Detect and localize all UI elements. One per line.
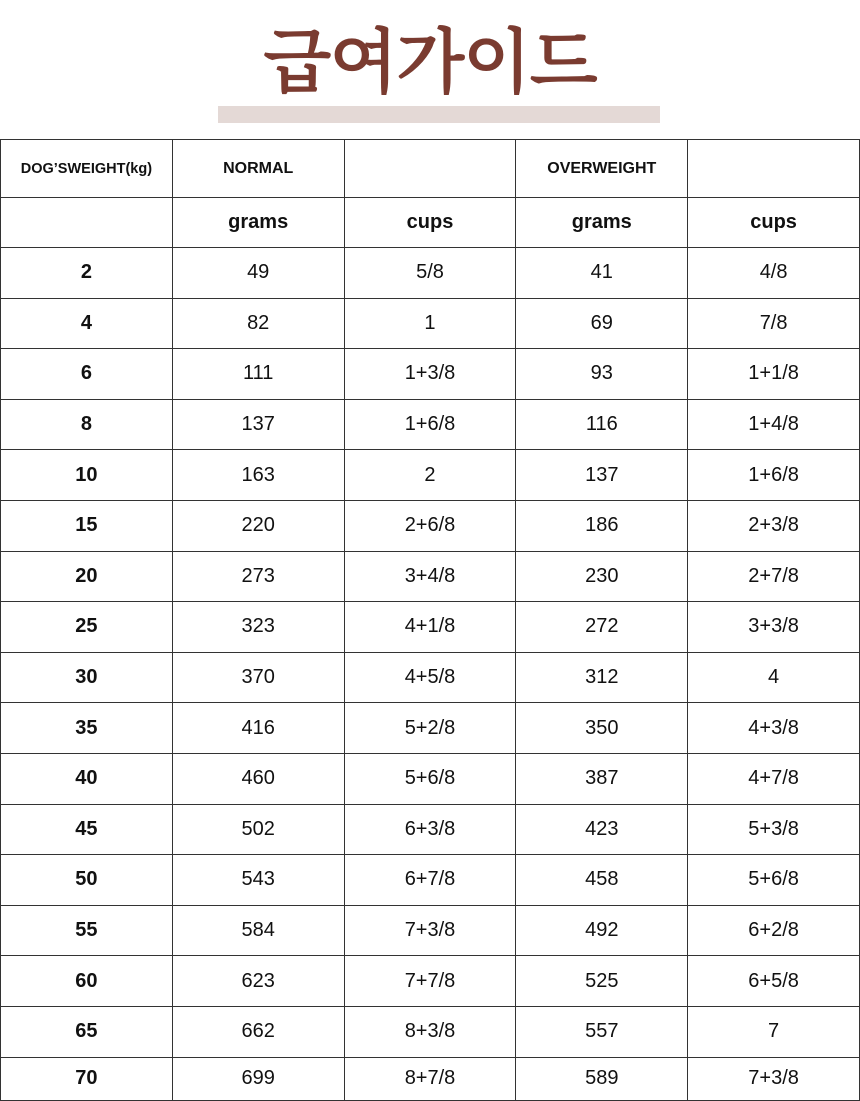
cell-overweight-cups: 7+3/8 — [688, 1057, 860, 1100]
page-title: 급여가이드 — [263, 21, 597, 103]
cell-overweight-cups: 1+1/8 — [688, 349, 860, 400]
cell-overweight-grams: 116 — [516, 399, 688, 450]
cell-overweight-grams: 137 — [516, 450, 688, 501]
cell-normal-cups: 1 — [344, 298, 516, 349]
table-row — [1, 551, 860, 602]
cell-normal-grams: 111 — [172, 349, 344, 400]
cell-weight: 15 — [1, 500, 173, 551]
table-row — [1, 703, 860, 754]
cell-overweight-grams: 589 — [516, 1057, 688, 1100]
cell-normal-grams: 273 — [172, 551, 344, 602]
table-row — [1, 956, 860, 1007]
cell-normal-grams: 163 — [172, 450, 344, 501]
cell-normal-cups: 4+5/8 — [344, 652, 516, 703]
cell-normal-grams: 699 — [172, 1057, 344, 1100]
table-row — [1, 349, 860, 400]
header-overweight: OVERWEIGHT — [516, 140, 688, 198]
table-row — [1, 248, 860, 299]
cell-weight: 45 — [1, 804, 173, 855]
cell-overweight-grams: 230 — [516, 551, 688, 602]
table-row — [1, 1006, 860, 1057]
cell-overweight-grams: 41 — [516, 248, 688, 299]
cell-normal-cups: 2 — [344, 450, 516, 501]
cell-normal-grams: 623 — [172, 956, 344, 1007]
cell-normal-cups: 6+7/8 — [344, 855, 516, 906]
cell-normal-cups: 1+6/8 — [344, 399, 516, 450]
header-dog-weight: DOG’SWEIGHT(kg) — [1, 140, 173, 198]
cell-normal-cups: 8+7/8 — [344, 1057, 516, 1100]
table-row — [1, 450, 860, 501]
cell-weight: 50 — [1, 855, 173, 906]
cell-overweight-cups: 1+4/8 — [688, 399, 860, 450]
cell-overweight-cups: 4+7/8 — [688, 753, 860, 804]
cell-weight: 40 — [1, 753, 173, 804]
cell-overweight-grams: 492 — [516, 905, 688, 956]
cell-overweight-grams: 312 — [516, 652, 688, 703]
cell-overweight-grams: 423 — [516, 804, 688, 855]
table-row — [1, 855, 860, 906]
table-row — [1, 804, 860, 855]
cell-normal-cups: 8+3/8 — [344, 1006, 516, 1057]
cell-overweight-cups: 2+7/8 — [688, 551, 860, 602]
cell-normal-grams: 416 — [172, 703, 344, 754]
cell-overweight-grams: 557 — [516, 1006, 688, 1057]
cell-normal-grams: 460 — [172, 753, 344, 804]
cell-weight: 25 — [1, 602, 173, 653]
cell-weight: 8 — [1, 399, 173, 450]
cell-overweight-grams: 458 — [516, 855, 688, 906]
cell-overweight-grams: 69 — [516, 298, 688, 349]
subheader-weight-blank — [1, 198, 173, 248]
cell-normal-grams: 543 — [172, 855, 344, 906]
cell-overweight-cups: 4/8 — [688, 248, 860, 299]
cell-weight: 30 — [1, 652, 173, 703]
cell-weight: 6 — [1, 349, 173, 400]
cell-normal-cups: 6+3/8 — [344, 804, 516, 855]
cell-overweight-grams: 186 — [516, 500, 688, 551]
cell-overweight-grams: 525 — [516, 956, 688, 1007]
cell-weight: 70 — [1, 1057, 173, 1100]
cell-overweight-grams: 272 — [516, 602, 688, 653]
cell-overweight-cups: 5+3/8 — [688, 804, 860, 855]
table-row — [1, 500, 860, 551]
table-row — [1, 399, 860, 450]
subheader-overweight-grams: grams — [516, 198, 688, 248]
cell-overweight-cups: 4 — [688, 652, 860, 703]
cell-normal-cups: 3+4/8 — [344, 551, 516, 602]
cell-normal-grams: 584 — [172, 905, 344, 956]
cell-weight: 2 — [1, 248, 173, 299]
cell-normal-grams: 662 — [172, 1006, 344, 1057]
cell-weight: 4 — [1, 298, 173, 349]
cell-normal-cups: 5+6/8 — [344, 753, 516, 804]
cell-weight: 10 — [1, 450, 173, 501]
cell-weight: 35 — [1, 703, 173, 754]
title-underline — [218, 106, 660, 123]
cell-overweight-cups: 3+3/8 — [688, 602, 860, 653]
cell-normal-grams: 323 — [172, 602, 344, 653]
subheader-overweight-cups: cups — [688, 198, 860, 248]
cell-overweight-grams: 93 — [516, 349, 688, 400]
cell-normal-cups: 1+3/8 — [344, 349, 516, 400]
cell-normal-grams: 220 — [172, 500, 344, 551]
cell-weight: 60 — [1, 956, 173, 1007]
cell-overweight-cups: 5+6/8 — [688, 855, 860, 906]
header-overweight-blank — [688, 140, 860, 198]
table-row — [1, 602, 860, 653]
cell-normal-grams: 502 — [172, 804, 344, 855]
cell-overweight-grams: 350 — [516, 703, 688, 754]
table-row — [1, 652, 860, 703]
table-header-row — [1, 140, 860, 198]
table-row — [1, 905, 860, 956]
cell-normal-cups: 4+1/8 — [344, 602, 516, 653]
cell-normal-cups: 5/8 — [344, 248, 516, 299]
cell-normal-cups: 2+6/8 — [344, 500, 516, 551]
cell-normal-cups: 7+7/8 — [344, 956, 516, 1007]
subheader-normal-cups: cups — [344, 198, 516, 248]
table-subheader-row — [1, 198, 860, 248]
cell-overweight-cups: 2+3/8 — [688, 500, 860, 551]
cell-overweight-grams: 387 — [516, 753, 688, 804]
table-row — [1, 1057, 860, 1100]
table-row — [1, 298, 860, 349]
cell-normal-grams: 137 — [172, 399, 344, 450]
cell-normal-grams: 49 — [172, 248, 344, 299]
cell-overweight-cups: 4+3/8 — [688, 703, 860, 754]
cell-overweight-cups: 6+2/8 — [688, 905, 860, 956]
cell-overweight-cups: 1+6/8 — [688, 450, 860, 501]
cell-normal-cups: 7+3/8 — [344, 905, 516, 956]
cell-weight: 65 — [1, 1006, 173, 1057]
table-row — [1, 753, 860, 804]
cell-normal-grams: 82 — [172, 298, 344, 349]
header-normal: NORMAL — [172, 140, 344, 198]
cell-weight: 55 — [1, 905, 173, 956]
feeding-guide-table — [0, 139, 860, 1101]
header-normal-blank — [344, 140, 516, 198]
subheader-normal-grams: grams — [172, 198, 344, 248]
cell-overweight-cups: 7/8 — [688, 298, 860, 349]
cell-overweight-cups: 7 — [688, 1006, 860, 1057]
cell-overweight-cups: 6+5/8 — [688, 956, 860, 1007]
cell-normal-grams: 370 — [172, 652, 344, 703]
cell-normal-cups: 5+2/8 — [344, 703, 516, 754]
cell-weight: 20 — [1, 551, 173, 602]
